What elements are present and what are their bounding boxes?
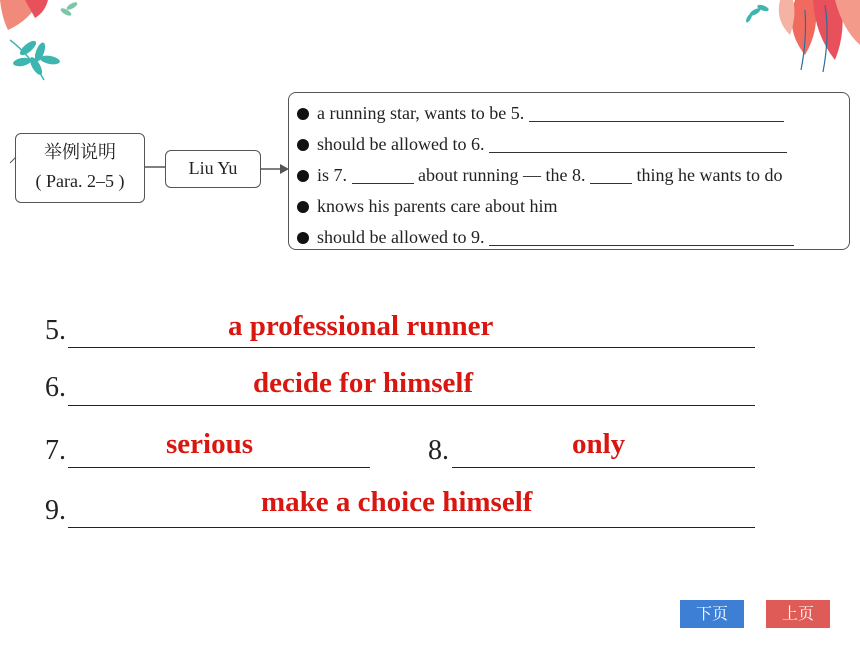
question-number: 9.: [45, 495, 66, 526]
blank-line: [352, 165, 414, 184]
connector-tick: [8, 155, 18, 165]
answer-row-5: [45, 315, 66, 347]
person-name-box: [165, 150, 261, 188]
section-label-box: [15, 133, 145, 203]
section-label-paragraphs: ( Para. 2–5 ): [35, 171, 125, 191]
section-label-title: 举例说明: [44, 142, 116, 163]
question-number: 7.: [45, 435, 66, 466]
question-number: 8.: [428, 435, 449, 466]
person-name: Liu Yu: [188, 158, 238, 178]
leaf-decoration-top-left: [0, 0, 90, 90]
previous-page-button[interactable]: 上页: [766, 600, 830, 628]
detail-text: knows his parents care about him: [317, 196, 558, 216]
detail-item: [289, 160, 849, 191]
answer-text: only: [572, 428, 626, 460]
bullet-icon: [297, 108, 309, 120]
question-number: 6.: [45, 372, 66, 403]
bullet-icon: [297, 201, 309, 213]
detail-item: [289, 98, 849, 129]
blank-line: [590, 165, 632, 184]
detail-item: [289, 129, 849, 160]
answer-row-7: [45, 435, 66, 467]
blank-line: [489, 227, 794, 246]
detail-text: about running — the 8.: [418, 165, 586, 185]
answer-row-8: [428, 435, 449, 467]
blank-line: [529, 103, 784, 122]
leaf-decoration-top-right: [735, 0, 860, 75]
detail-text: is 7.: [317, 165, 348, 185]
answer-text: decide for himself: [253, 367, 474, 399]
arrow-right-icon: [260, 162, 290, 176]
next-page-button[interactable]: 下页: [680, 600, 744, 628]
detail-text: thing he wants to do: [636, 165, 783, 185]
bullet-icon: [297, 139, 309, 151]
answer-text: serious: [166, 428, 253, 460]
detail-text: a running star, wants to be 5.: [317, 103, 525, 123]
answer-row-9: [45, 495, 66, 527]
detail-item: [289, 222, 849, 253]
detail-text: should be allowed to 9.: [317, 227, 485, 247]
bullet-icon: [297, 170, 309, 182]
detail-text: should be allowed to 6.: [317, 134, 485, 154]
question-number: 5.: [45, 315, 66, 346]
detail-item: [289, 191, 849, 222]
bullet-icon: [297, 232, 309, 244]
answer-text: make a choice himself: [261, 486, 533, 518]
answer-row-6: [45, 372, 66, 404]
answer-text: a professional runner: [228, 310, 494, 342]
details-box: [288, 92, 850, 250]
blank-line: [489, 134, 787, 153]
